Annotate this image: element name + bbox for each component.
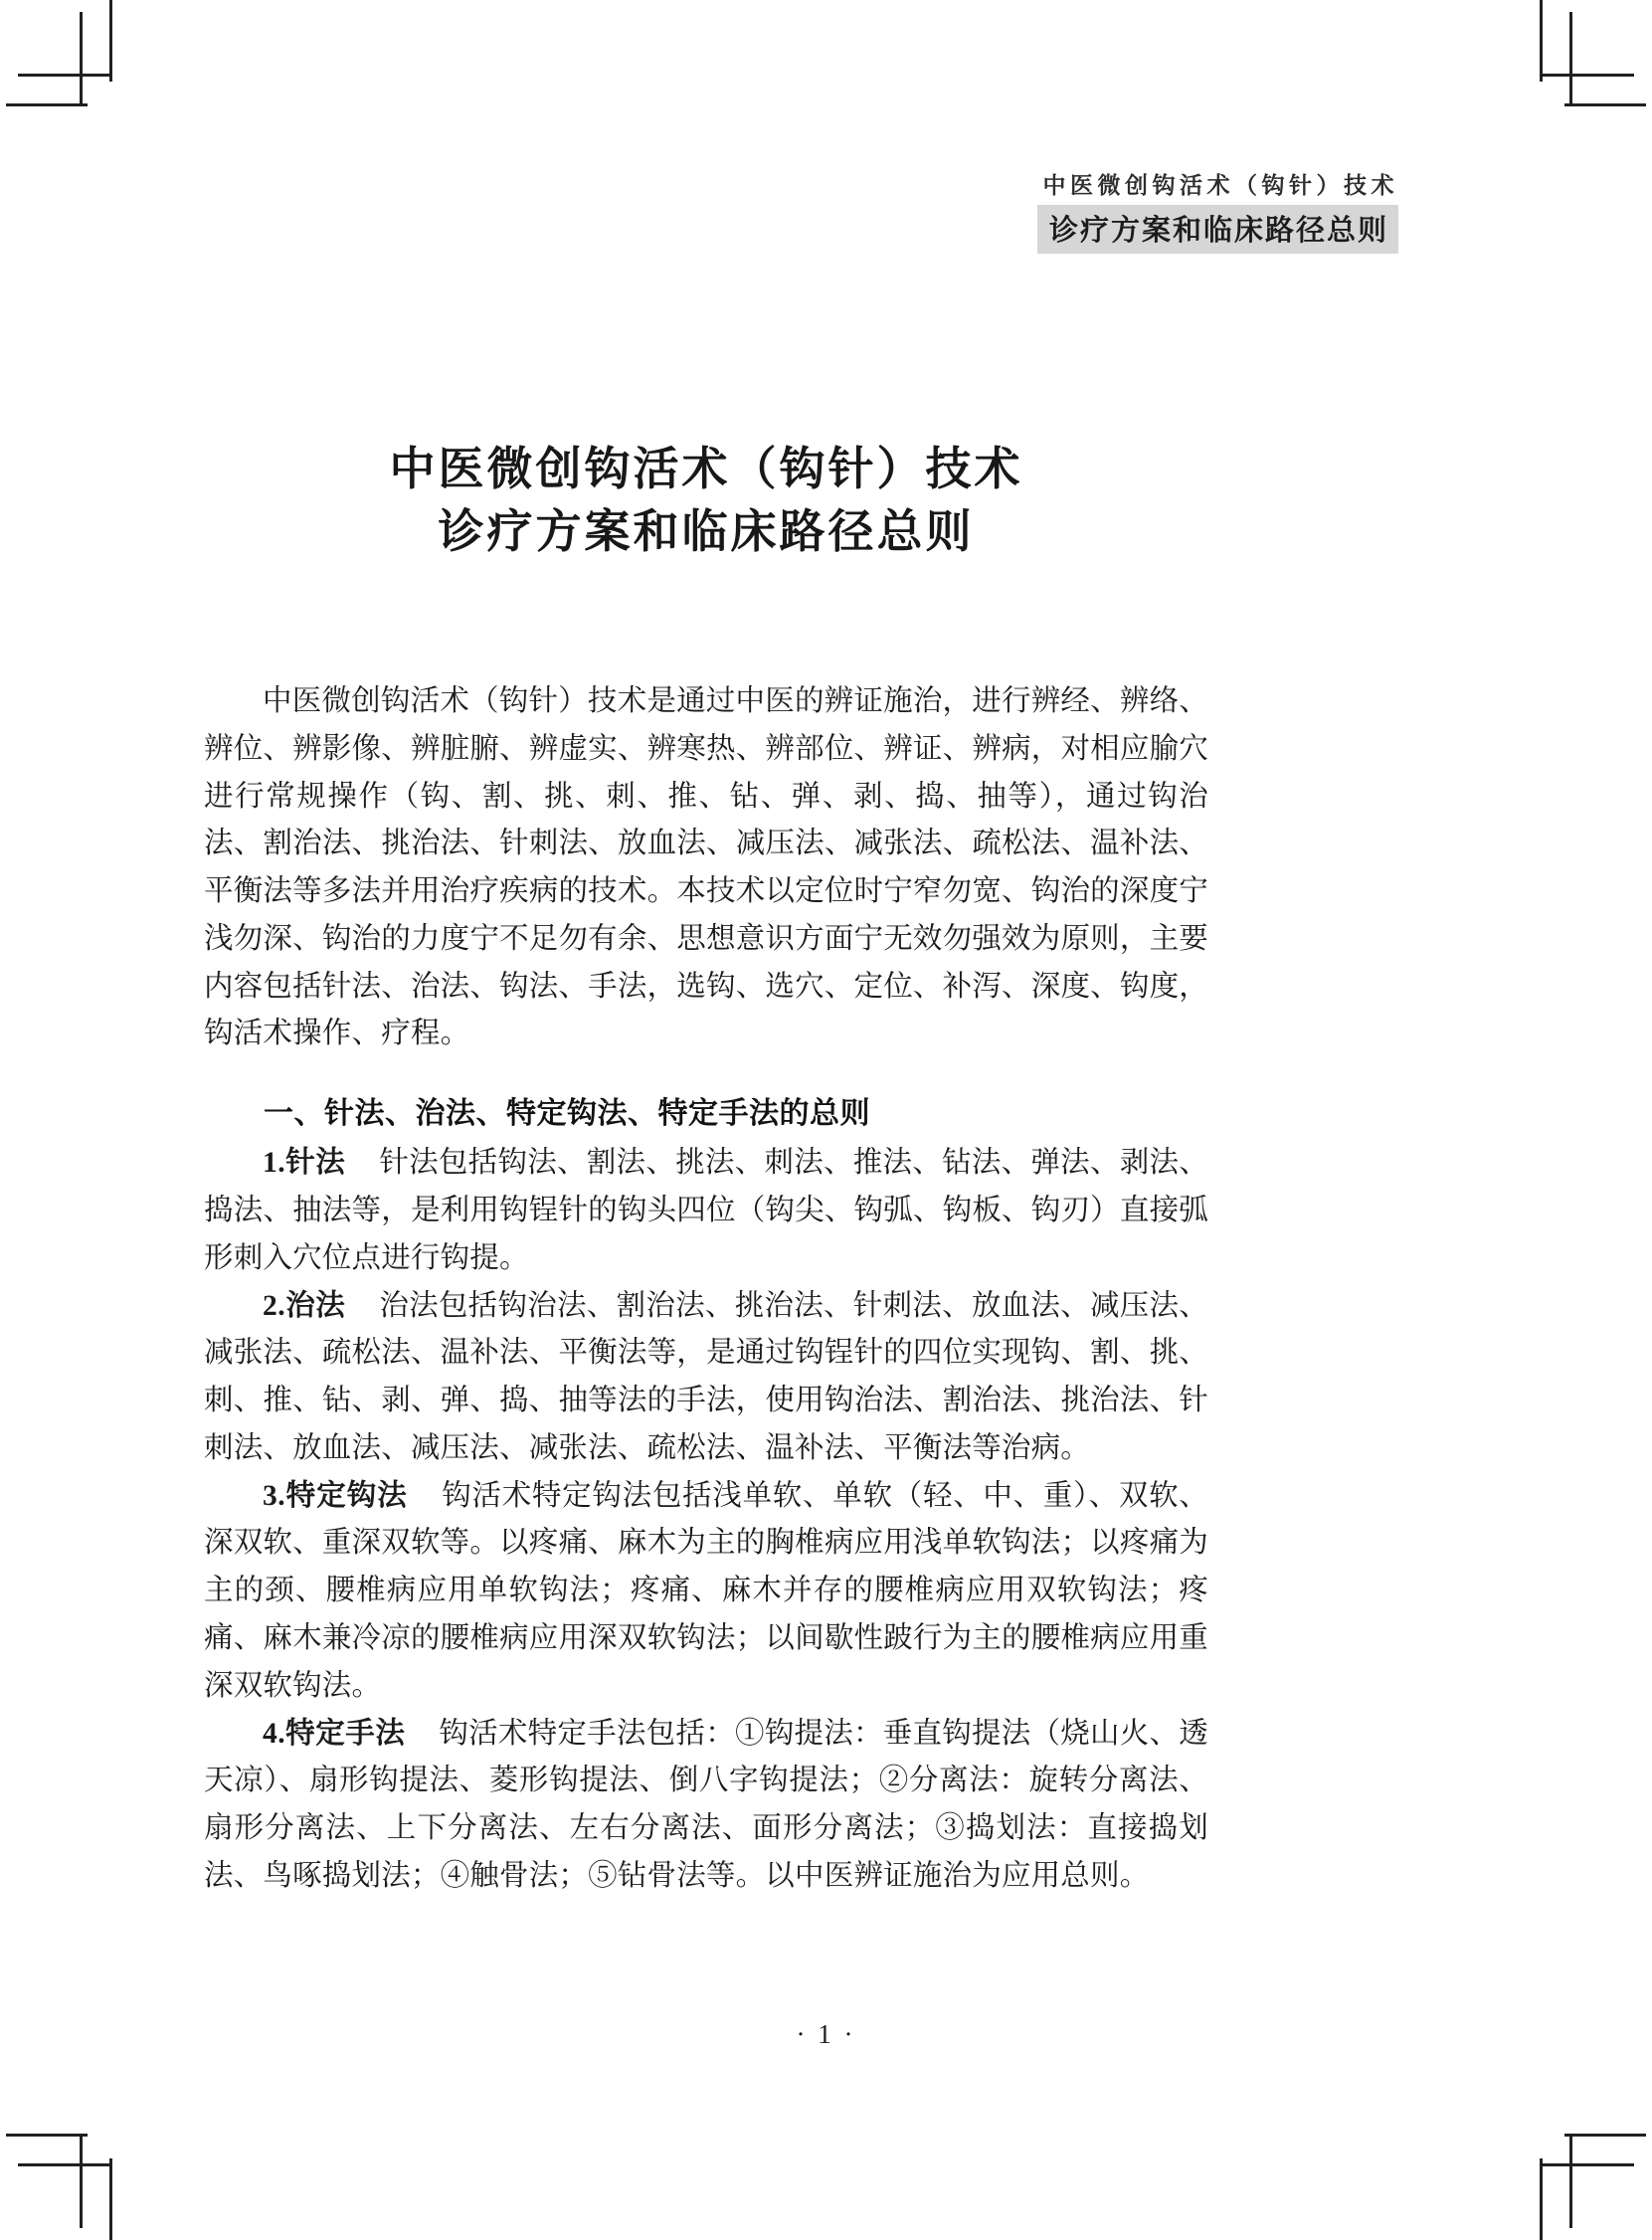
crop-mark-bar — [1540, 0, 1543, 82]
section-heading-1: 一、针法、治法、特定钩法、特定手法的总则 — [264, 1097, 870, 1131]
crop-mark-bar — [80, 12, 83, 103]
page-footer: · 1 · — [796, 2019, 856, 2049]
page-title-line-2: 诊疗方案和临床路径总则 — [438, 506, 975, 558]
crop-mark-bottom-left — [18, 2109, 137, 2228]
item-text: 钩活术特定手法包括：①钩提法：垂直钩提法（烧山火、透天凉）、扇形钩提法、菱形钩提法、倒八字钩提法；②分离法：旋转分离法、扇形分离法、上下分离法、左右分离法、面形分离法；③捣划法：直接捣划法、鸟啄捣划法；④触骨法；⑤钻骨法等。以中医辨证施治为应用总则。 — [204, 1717, 1208, 1892]
crop-mark-bottom-right — [1515, 2109, 1634, 2228]
item-label: 针法 — [285, 1147, 346, 1180]
item-text: 钩活术特定钩法包括浅单软、单软（轻、中、重）、双软、深双软、重深双软等。以疼痛、麻木为主的胸椎病应用浅单软钩法；以疼痛为主的颈、腰椎病应用单软钩法；疼痛、麻木并存的腰椎病应用双软钩法；疼痛、麻木兼冷凉的腰椎病应用深双软钩法；以间歇性跛行为主的腰椎病应用重深双软钩法。 — [204, 1479, 1208, 1702]
crop-mark-top-right — [1515, 12, 1634, 131]
page-content — [204, 0, 1208, 1901]
item-label: 治法 — [285, 1289, 346, 1322]
crop-mark-bar — [6, 103, 88, 106]
item-label: 特定手法 — [285, 1717, 406, 1750]
crop-mark-bar — [1569, 2137, 1572, 2228]
list-item — [204, 1473, 1208, 1711]
crop-mark-bar — [1569, 12, 1572, 103]
crop-mark-bar — [18, 2163, 109, 2166]
crop-mark-bar — [1564, 2134, 1646, 2137]
item-number: 3. — [263, 1479, 286, 1512]
item-number: 1. — [263, 1147, 286, 1180]
list-item — [204, 1283, 1208, 1473]
crop-mark-bar — [18, 74, 109, 77]
item-number: 4. — [263, 1717, 286, 1750]
running-head-line-1: 中医微创钩活术（钩针）技术 — [1042, 173, 1398, 198]
crop-mark-bar — [109, 2158, 112, 2240]
crop-mark-bar — [6, 2134, 88, 2137]
item-text: 针法包括钩法、割法、挑法、刺法、推法、钻法、弹法、剥法、捣法、抽法等，是利用钩锃针的钩头四位（钩尖、钩弧、钩板、钩刃）直接弧形刺入穴位点进行钩提。 — [204, 1147, 1208, 1274]
intro-paragraph: 中医微创钩活术（钩针）技术是通过中医的辨证施治，进行辨经、辨络、辨位、辨影像、辨脏腑、辨虚实、辨寒热、辨部位、辨证、辨病，对相应腧穴进行常规操作（钩、割、挑、刺、推、钻、弹、剥、捣、抽等），通过钩治法、割治法、挑治法、针刺法、放血法、减压法、减张法、疏松法、温补法、平衡法等多法并用治疗疾病的技术。本技术以定位时宁窄勿宽、钩治的深度宁浅勿深、钩治的力度宁不足勿有余、思想意识方面宁无效勿强效为原则，主要内容包括针法、治法、钩法、手法，选钩、选穴、定位、补泻、深度、钩度，钩活术操作、疗程。 — [204, 684, 1208, 1050]
crop-mark-bar — [109, 0, 112, 82]
list-item — [204, 1140, 1208, 1282]
crop-mark-bar — [1543, 2163, 1634, 2166]
page-title — [204, 438, 1208, 564]
crop-mark-bar — [1564, 103, 1646, 106]
crop-mark-bar — [1543, 74, 1634, 77]
item-number: 2. — [263, 1289, 286, 1322]
item-text: 治法包括钩治法、割治法、挑治法、针刺法、放血法、减压法、减张法、疏松法、温补法、平衡法等，是通过钩锃针的四位实现钩、割、挑、刺、推、钻、剥、弹、捣、抽等法的手法，使用钩治法、割治法、挑治法、针刺法、放血法、减压法、减张法、疏松法、温补法、平衡法等治病。 — [204, 1289, 1208, 1464]
body-block — [204, 678, 1208, 1901]
crop-mark-top-left — [18, 12, 137, 131]
item-label: 特定钩法 — [285, 1479, 408, 1512]
crop-mark-bar — [80, 2137, 83, 2228]
list-item — [204, 1711, 1208, 1901]
page-title-line-1: 中医微创钩活术（钩针）技术 — [389, 444, 1023, 494]
crop-mark-bar — [1540, 2158, 1543, 2240]
running-head-line-2: 诊疗方案和临床路径总则 — [1037, 205, 1398, 254]
